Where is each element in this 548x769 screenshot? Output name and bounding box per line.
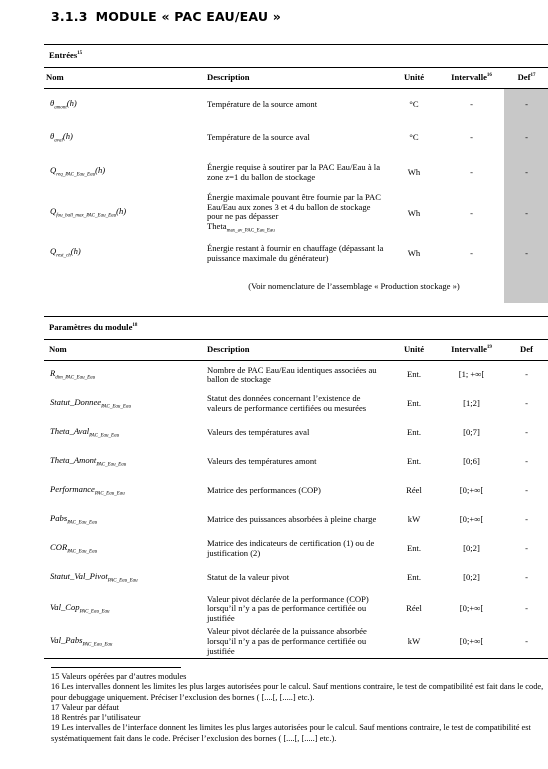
param-name: Val_Cop$_{PAC\_Eau\_Eau}$ <box>50 601 110 615</box>
param-name: Theta_Amont$_{PAC\_Eau\_Eau}$ <box>50 454 127 468</box>
table-row <box>44 237 548 271</box>
param-description: Statut des données concernant l’existence de valeurs de performance certifiées ou mesurées <box>207 393 367 413</box>
param-description: Matrice des puissances absorbées à pleine charge <box>207 514 377 525</box>
entry-unit: Wh <box>407 247 421 258</box>
entrees-table <box>44 44 548 303</box>
entry-def: - <box>504 155 548 191</box>
entrees-header-row <box>44 68 548 89</box>
entrees-note: (Voir nomenclature de l’assemblage « Production stockage ») <box>248 280 460 291</box>
param-unit: kW <box>407 514 421 525</box>
entrees-section-row <box>44 45 548 68</box>
entry-unit: Wh <box>407 207 421 218</box>
param-name: Statut_Val_Pivot$_{PAC\_Eau\_Eau}$ <box>50 570 138 584</box>
entry-range: - <box>470 247 473 258</box>
table-row <box>44 419 548 448</box>
param-name: Performance$_{PAC\_Eau\_Eau}$ <box>50 483 125 497</box>
entry-def: - <box>504 89 548 122</box>
entry-unit: °C <box>409 132 419 143</box>
footnotes <box>51 672 548 744</box>
entry-description: Température de la source aval <box>207 132 310 143</box>
footnote-18: 18 Rentrés par l’utilisateur <box>51 713 141 722</box>
param-def: - <box>525 514 528 525</box>
parametres-title: Paramètres du module$^{18}$ <box>44 317 548 340</box>
param-unit: Ent. <box>406 572 422 583</box>
table-row <box>44 564 548 593</box>
entry-def: - <box>504 237 548 271</box>
param-name: Pabs$_{PAC\_Eau\_Eau}$ <box>50 512 98 526</box>
param-range: [0;7] <box>463 427 480 438</box>
param-name: Theta_Aval$_{PAC\_Eau\_Eau}$ <box>50 425 120 439</box>
table-row <box>44 477 548 506</box>
param-unit: kW <box>389 626 439 659</box>
col-def: Def$^{17}$ <box>504 68 548 89</box>
entry-range: - <box>470 99 473 110</box>
param-description: Matrice des performances (COP) <box>207 485 321 496</box>
param-unit: Réel <box>406 485 422 496</box>
param-range: [1; +∞[ <box>458 369 485 380</box>
entry-range: - <box>470 207 473 218</box>
entry-description: Énergie requise à soutirer par la PAC Eau/Eau à la zone z=1 du ballon de stockage <box>207 161 381 182</box>
param-description: Valeurs des températures aval <box>207 427 310 438</box>
entry-range: - <box>470 132 473 143</box>
param-unit: Réel <box>406 603 422 614</box>
table-row <box>44 155 548 191</box>
param-range: [0;+∞[ <box>459 485 484 496</box>
param-range: [0;+∞[ <box>459 603 484 614</box>
param-def: - <box>525 456 528 467</box>
entry-name: $\theta_{aval}(h)$ <box>50 130 73 144</box>
entry-range: - <box>470 166 473 177</box>
entry-name: $Q_{fou\_ball\_max\_PAC\_Eau\_Eau}(h)$ <box>50 206 127 220</box>
entry-name: $\theta_{amont}(h)$ <box>50 98 77 111</box>
table-row <box>44 361 548 390</box>
parametres-header-row <box>44 340 548 361</box>
param-range: [0;2] <box>463 543 480 554</box>
param-def: - <box>525 485 528 496</box>
table-row <box>44 626 548 659</box>
table-row <box>44 506 548 535</box>
footnote-17: 17 Valeur par défaut <box>51 702 119 712</box>
entry-description: Température de la source amont <box>207 99 318 110</box>
col-unite: Unité <box>389 68 439 89</box>
table-row <box>44 535 548 564</box>
entry-unit: Wh <box>407 166 421 177</box>
entry-description: Énergie maximale pouvant être fournie par la PAC Eau/Eau aux zones 3 et 4 du ballon de stockage pour ne pas dépasser Theta$_{max\_av\_PAC\_Eau\_Eau}$ <box>207 191 381 234</box>
col-nom: Nom <box>44 68 204 89</box>
param-range: [1;2] <box>463 398 480 409</box>
table-row <box>44 191 548 237</box>
table-row <box>44 593 548 626</box>
entry-def: - <box>504 191 548 237</box>
table-row <box>44 122 548 155</box>
param-description: Statut de la valeur pivot <box>207 572 290 583</box>
section-title: MODULE « PAC EAU/EAU » <box>95 9 282 24</box>
entry-def: - <box>504 122 548 155</box>
param-description: Nombre de PAC Eau/Eau identiques associées au ballon de stockage <box>207 364 377 385</box>
param-range: [0;+∞[ <box>439 626 504 659</box>
col-unite: Unité <box>389 340 439 361</box>
table-row <box>44 89 548 122</box>
table-row <box>44 448 548 477</box>
param-description: Valeur pivot déclarée de la performance (COP) lorsqu’il n’y a pas de performance certifiée ou justifiée <box>207 593 369 623</box>
table-row <box>44 271 548 303</box>
entry-name: $Q_{req\_PAC\_Eau\_Eau}(h)$ <box>50 165 106 179</box>
table-row <box>44 390 548 419</box>
param-name: Statut_Donnee$_{PAC\_Eau\_Eau}$ <box>50 396 131 410</box>
param-def: - <box>525 369 528 380</box>
param-description: Valeur pivot déclarée de la puissance absorbée lorsqu’il n’y a pas de performance certifiée ou justifiée <box>204 626 389 659</box>
param-description: Matrice des indicateurs de certification (1) ou de justification (2) <box>207 538 375 558</box>
param-unit: Ent. <box>406 543 422 554</box>
param-def: - <box>525 427 528 438</box>
param-name: $R_{dim\_PAC\_Eau\_Eau}$ <box>50 368 96 381</box>
param-def: - <box>525 572 528 583</box>
param-def: - <box>525 543 528 554</box>
param-unit: Ent. <box>406 398 422 409</box>
entry-description: Énergie restant à fournir en chauffage (dépassant la puissance maximale du générateur) <box>207 242 384 263</box>
entry-name: $Q_{rest\_ch}(h)$ <box>50 246 81 260</box>
parametres-table <box>44 316 548 659</box>
param-unit: Ent. <box>406 456 422 467</box>
col-description: Description <box>204 68 389 89</box>
param-def: - <box>525 603 528 614</box>
footnote-19: 19 Les intervalles de l’interface donnent les limites les plus larges autorisées pour le calcul. Sauf mentions contraire, le test de compatibilité est systématiquement fait dans le code. Préciser l’exclusion des bornes ( [....[, [.....] etc.). <box>51 723 531 743</box>
param-name: $COR_{PAC\_Eau\_Eau}$ <box>50 541 98 555</box>
footnote-divider <box>51 667 181 668</box>
section-number: 3.1.3 <box>51 9 88 24</box>
param-def: - <box>525 398 528 409</box>
footnote-16: 16 Les intervalles donnent les limites les plus larges autorisées pour le calcul. Sauf mentions contraire, le test de compatibilité est fait dans le code, pour debuggage uniquement. Préciser l’exclusion des bornes ( [....[, [.....] etc.). <box>51 682 544 702</box>
param-range: [0;2] <box>463 572 480 583</box>
entrees-title: Entrées$^{15}$ <box>44 45 548 68</box>
param-range: [0;6] <box>463 456 480 467</box>
param-unit: Ent. <box>406 369 422 380</box>
param-description: Valeurs des températures amont <box>207 456 317 467</box>
col-intervalle: Intervalle$^{19}$ <box>439 340 504 361</box>
section-heading <box>51 9 281 24</box>
param-unit: Ent. <box>406 427 422 438</box>
col-def: Def <box>504 340 548 361</box>
param-name: Val_Pabs$_{PAC\_Eau\_Eau}$ <box>44 626 204 659</box>
col-intervalle: Intervalle$^{16}$ <box>439 68 504 89</box>
parametres-section-row <box>44 317 548 340</box>
entry-unit: °C <box>409 99 419 110</box>
footnote-15: 15 Valeurs opérées par d’autres modules <box>51 672 187 681</box>
col-nom: Nom <box>44 340 204 361</box>
param-def: - <box>504 626 548 659</box>
col-description: Description <box>204 340 389 361</box>
param-range: [0;+∞[ <box>459 514 484 525</box>
